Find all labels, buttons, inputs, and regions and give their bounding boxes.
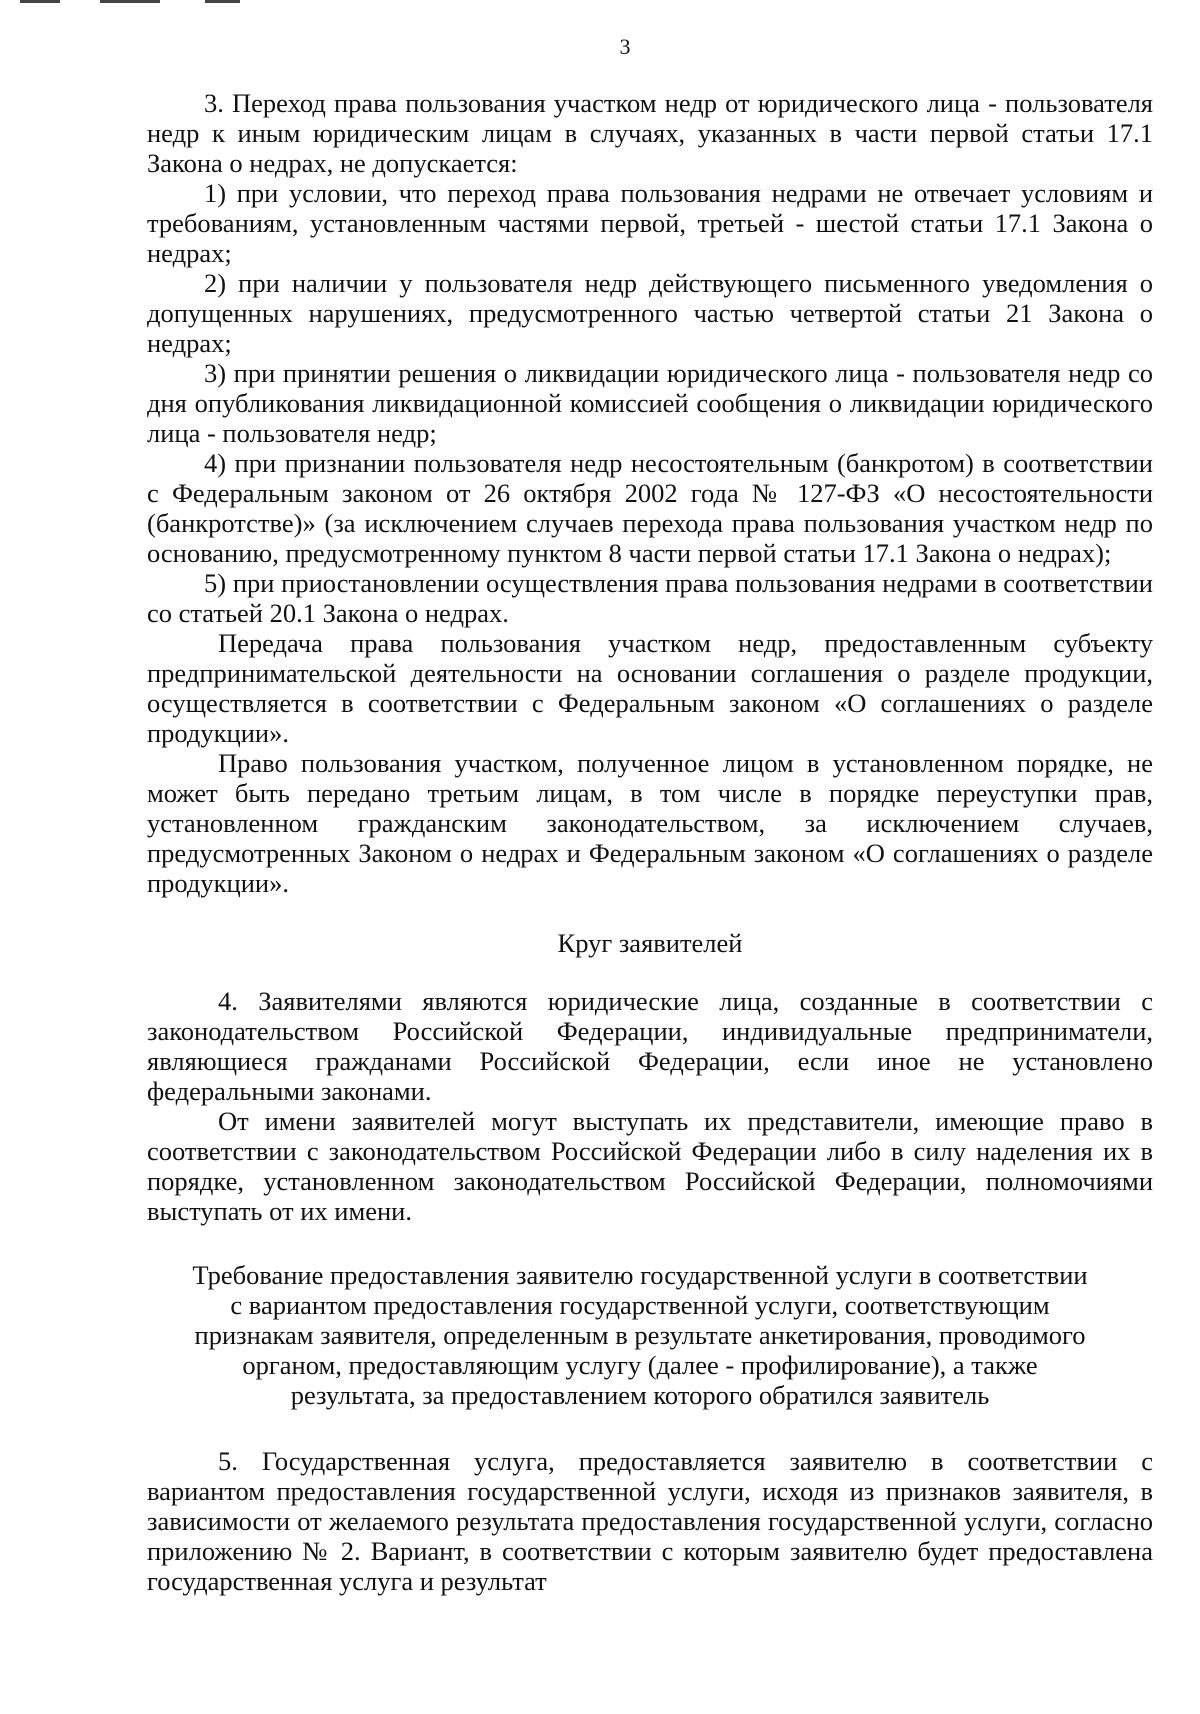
document-body <box>147 88 1153 1596</box>
paragraph-transfer-psa: Передача права пользования участком недр, предоставленным субъекту предпринимательской деятельности на основании соглашения о разделе продукции, осуществляется в соответствии с Федеральным законом «О соглашениях о разделе продукции». <box>147 628 1153 748</box>
list-item-3-3: 3) при принятии решения о ликвидации юридического лица - пользователя недр со дня опубликования ликвидационной комиссией сообщения о ликвидации юридического лица - пользователя недр; <box>147 358 1153 448</box>
list-item-3-2: 2) при наличии у пользователя недр действующего письменного уведомления о допущенных нарушениях, предусмотренного частью четвертой статьи 21 Закона о недрах; <box>147 268 1153 358</box>
list-item-3-5: 5) при приостановлении осуществления права пользования недрами в соответствии со статьей 20.1 Закона о недрах. <box>147 568 1153 628</box>
list-item-3-4: 4) при признании пользователя недр несостоятельным (банкротом) в соответствии с Федеральным законом от 26 октября 2002 года № 127-ФЗ «О несостоятельности (банкротстве)» (за исключением случаев перехода права пользования участком недр по основанию, предусмотренному пунктом 8 части первой статьи 17.1 Закона о недрах); <box>147 448 1153 568</box>
paragraph-4-applicants: 4. Заявителями являются юридические лица, созданные в соответствии с законодательством Российской Федерации, индивидуальные предприниматели, являющиеся гражданами Российской Федерации, если иное не установлено федеральными законами. <box>147 986 1153 1106</box>
paragraph-3-intro: 3. Переход права пользования участком недр от юридического лица - пользователя недр к иным юридическим лицам в случаях, указанных в части первой статьи 17.1 Закона о недрах, не допускается: <box>147 88 1153 178</box>
page-number: 3 <box>619 34 631 59</box>
paragraph-right-use: Право пользования участком, полученное лицом в установленном порядке, не может быть передано третьим лицам, в том числе в порядке переуступки прав, установленном гражданским законодательством, за исключением случаев, предусмотренных Законом о недрах и Федеральным законом «О соглашениях о разделе продукции». <box>147 748 1153 898</box>
heading-requirement: Требование предоставления заявителю государственной услуги в соответствии с вариантом предоставления государственной услуги, соответствующим признакам заявителя, определенным в результате анкетирования, проводимого органом, предоставляющим услугу (далее - профилирование), а также результата, за предоставлением которого обратился заявитель <box>192 1260 1088 1410</box>
scan-artifact <box>20 0 60 3</box>
heading-applicants: Круг заявителей <box>557 928 743 958</box>
scan-artifact <box>205 0 240 3</box>
paragraph-5-service: 5. Государственная услуга, предоставляется заявителю в соответствии с вариантом предоставления государственной услуги, исходя из признаков заявителя, в зависимости от желаемого результата предоставления государственной услуги, согласно приложению № 2. Вариант, в соответствии с которым заявителю будет предоставлена государственная услуга и результат <box>147 1446 1153 1596</box>
paragraph-4-representatives: От имени заявителей могут выступать их представители, имеющие право в соответствии с законодательством Российской Федерации либо в силу наделения их в порядке, установленном законодательством Российской Федерации, полномочиями выступать от их имени. <box>147 1106 1153 1226</box>
scan-artifact <box>100 0 160 3</box>
list-item-3-1: 1) при условии, что переход права пользования недрами не отвечает условиям и требованиям, установленным частями первой, третьей - шестой статьи 17.1 Закона о недрах; <box>147 178 1153 268</box>
